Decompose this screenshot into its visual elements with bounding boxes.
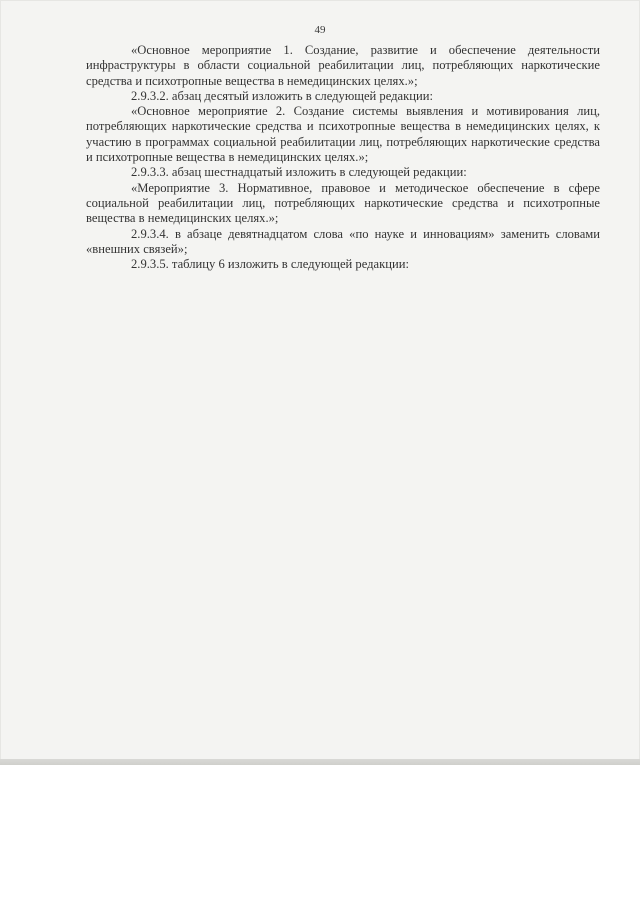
document-body — [86, 43, 600, 272]
paragraph-2-9-3-3: 2.9.3.3. абзац шестнадцатый изложить в следующей редакции: — [131, 165, 467, 180]
paragraph-measure-3: «Мероприятие 3. Нормативное, правовое и методическое обеспечение в сфере социальной реабилитации лиц, потребляющих наркотические средства и психотропные вещества в немедицинских целях.»; — [86, 180, 600, 226]
paragraph-2-9-3-2: 2.9.3.2. абзац десятый изложить в следующей редакции: — [131, 88, 433, 103]
page-number: 49 — [314, 24, 326, 36]
paragraph-2-9-3-5: 2.9.3.5. таблицу 6 изложить в следующей редакции: — [131, 257, 409, 272]
paragraph-measure-1: «Основное мероприятие 1. Создание, развитие и обеспечение деятельности инфраструктуры в области социальной реабилитации лиц, потребляющих наркотические средства и психотропные вещества в немедицинских целях.»; — [86, 43, 600, 88]
paragraph-measure-2: «Основное мероприятие 2. Создание системы выявления и мотивирования лиц, потребляющих наркотические средства и психотропные вещества в немедицинских целях, к участию в программах социальной реабилитации лиц, потребляющих наркотические средства и психотропные вещества в немедицинских целях.»; — [86, 104, 600, 165]
paragraph-2-9-3-4: 2.9.3.4. в абзаце девятнадцатом слова «по науке и инновациям» заменить словами «внешних связей»; — [86, 226, 600, 256]
